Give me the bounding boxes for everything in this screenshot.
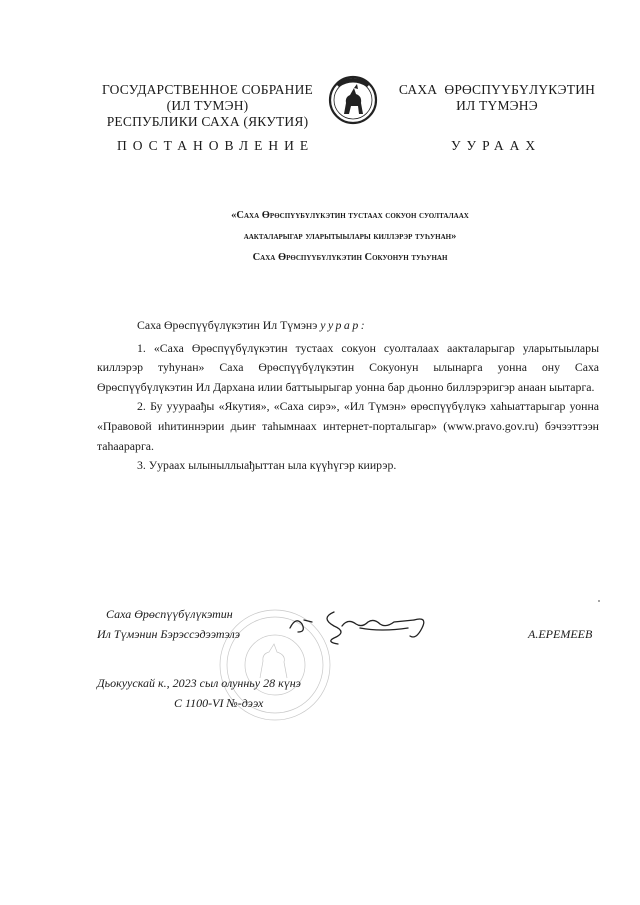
header-left-line-3: РЕСПУБЛИКИ САХА (ЯКУТИЯ)	[106, 114, 309, 129]
paragraph-2: 2. Бу ууураађы «Якутия», «Саха сирэ», «Ил Түмэн» өрөспүүбүлүкэ хаһыаттарыгар уонна «Правовой иһитиннэрии дьиҥ таһымнаах интернет-порталыгар» (www.pravo.gov.ru) бэчээттээн таһаарарга.	[97, 399, 599, 453]
handwritten-signature	[282, 598, 442, 648]
doc-type-yakut: УУРААХ	[451, 138, 542, 153]
document-body	[97, 316, 599, 476]
scan-speck	[598, 600, 600, 602]
title-line-2: аакталарыгар уларытыылары киллэрэр туһунан»	[243, 231, 457, 242]
doc-type-russian: ПОСТАНОВЛЕНИЕ	[117, 138, 315, 153]
intro-prefix: Саха Өрөспүүбүлүкэтин Ил Түмэнэ	[137, 318, 318, 332]
header-right-line-2: ИЛ ТҮМЭНЭ	[456, 98, 538, 113]
place-date-line: Дьокуускай к., 2023 сыл олунньу 28 күнэ	[97, 676, 301, 690]
place-and-date	[97, 673, 301, 713]
document-title	[100, 205, 600, 268]
paragraph-3: 3. Уураах ылыныллыађыттан ыла күүһүгэр киирэр.	[137, 458, 397, 473]
header-right-block	[382, 82, 612, 114]
title-line-3: Саха Өрөспүүбүлүкэтин Сокуонун туһунан	[252, 252, 448, 263]
header-left-line-2: (ИЛ ТУМЭН)	[166, 98, 249, 113]
signatory-position-line-2: Ил Түмэнин Бэрэссэдээтэлэ	[97, 627, 241, 641]
document-number: С 1100-VI №-дээх	[174, 696, 264, 710]
signatory-name: А.ЕРЕМЕЕВ	[528, 627, 593, 641]
signatory-position	[97, 604, 240, 644]
intro-resolves: уурар:	[320, 318, 368, 332]
paragraph-1: 1. «Саха Өрөспүүбүлүкэтин тустаах сокуон суолталаах аакталарыгар уларытыылары киллэрэр туһунан» Саха Өрөспүүбүлүкэтин Сокуонун ылынарга уонна ону Саха Өрөспүүбүлүкэтин Ил Дархана илии баттыырыгар уонна бар дьонно биллэрэригэр анаан ыытарга.	[97, 340, 599, 394]
body-intro	[97, 316, 599, 336]
header-left-line-1: ГОСУДАРСТВЕННОЕ СОБРАНИЕ	[102, 82, 313, 97]
header-right-line-1: САХА ӨРӨСПҮҮБҮЛҮКЭТИН	[398, 82, 596, 97]
signatory-position-line-1: Саха Өрөспүүбүлүкэтин	[106, 607, 233, 621]
header-left-block	[90, 82, 325, 130]
coat-of-arms-emblem	[327, 70, 379, 126]
title-line-1: «Саха Өрөспүүбүлүкэтин тустаах сокуон суолталаах	[231, 210, 469, 221]
